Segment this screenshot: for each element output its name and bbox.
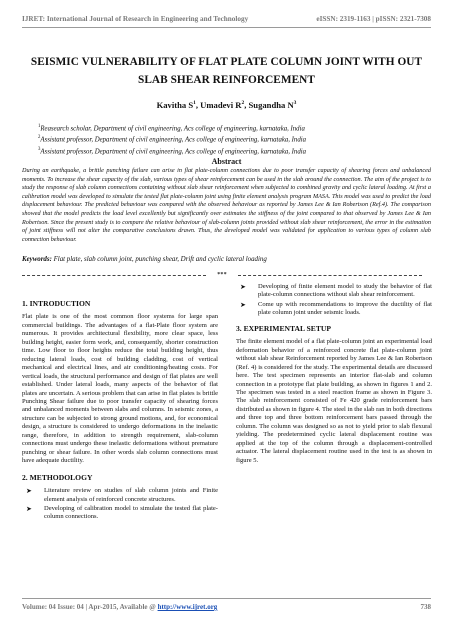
- list-item-text: Literature review on studies of slab column joints and Finite element analysis of reinforced concrete structures.: [44, 487, 218, 503]
- footer-rule: [22, 598, 431, 599]
- journal-link[interactable]: http://www.ijret.org: [157, 603, 218, 611]
- keywords: [22, 256, 431, 263]
- affiliations: [38, 122, 443, 156]
- list-item: [236, 301, 432, 318]
- separator-stars: ***: [217, 272, 227, 278]
- keywords-text: Flat plate, slab column joint, punching shear, Drift and cyclic lateral loading: [53, 256, 267, 263]
- methodology-list: [22, 487, 218, 522]
- author-name: Kavitha S: [156, 100, 194, 110]
- volume-info: [22, 603, 217, 611]
- affiliation-sup: 2: [38, 135, 41, 141]
- author-name: Umadevi R: [200, 100, 242, 110]
- page-number: 738: [420, 603, 431, 611]
- list-item: [22, 505, 218, 522]
- arrow-bullet-icon: ➤: [240, 283, 246, 291]
- section-heading-experimental-setup: 3. EXPERIMENTAL SETUP: [236, 323, 332, 333]
- affiliation-line: [38, 145, 443, 156]
- arrow-bullet-icon: ➤: [26, 487, 32, 496]
- methodology-list-continued: [236, 283, 432, 318]
- list-item-text: Developing of finite element model to study the behavior of flat plate-column connections without slab shear reinforcement.: [258, 283, 432, 299]
- volume-text: Volume: 04 Issue: 04 | Apr-2015, Available @: [22, 603, 156, 611]
- keywords-label: Keywords:: [22, 256, 52, 263]
- affiliation-sup: 1: [38, 124, 41, 129]
- separator-dashes-left: [22, 275, 206, 276]
- journal-name: IJRET: International Journal of Research in Engineering and Technology: [22, 15, 249, 23]
- right-column: [236, 283, 432, 465]
- author-sup: 1: [193, 100, 196, 107]
- author-list: Kavitha $S^1$, Umadevi $R^2$, Sugandha $N^3$: [156, 100, 297, 110]
- affiliation-line: [38, 133, 443, 144]
- experimental-setup-text: The finite element model of a flat plate-column joint an experimental load deformation behavior of a reinforced concrete flat plate-column joint without slab shear Reinforcement reported by James Lee & Ian Robertson (Ref. 4) is considered for the study. The experimental details are discussed here. The test specimen represents an interior flat-slab and column connection in a prototype flat plate building, as shown in figures 1 and 2. The specimen was tested in a steel reaction frame as shown in Figure 3. The slab reinforcement consisted of Fe 420 grade reinforcement bars distributed as shown in figure 4. The steel in the slab ran in both directions and three top and three bottom reinforcement bars passed through the column. The column was designed so as not to yield prior to slab flexural yielding. The predetermined cyclic lateral displacement routine was applied at the top of the column through a displacement-controlled actuator. The lateral displacement routine used in the test is as shown in figure 5.: [236, 338, 432, 464]
- author-sup: 2: [241, 100, 245, 107]
- section-separator: [22, 272, 431, 278]
- left-column: [22, 300, 218, 523]
- affiliation-line: [38, 122, 443, 133]
- paper-title: SEISMIC VULNERABILITY OF FLAT PLATE COLUMN JOINT WITH OUT SLAB SHEAR REINFORCEMENT: [30, 56, 423, 86]
- list-item: [22, 487, 218, 504]
- header-rule: [22, 27, 431, 28]
- section-heading-methodology: 2. METHODOLOGY: [22, 472, 93, 482]
- arrow-bullet-icon: ➤: [240, 300, 246, 309]
- list-item: [236, 283, 432, 300]
- affiliation-text: Assistant professor, Department of civil engineering, Acs college of engineering, karnataka, India: [40, 147, 307, 155]
- abstract-heading: Abstract: [211, 157, 242, 166]
- affiliation-sup: 3: [38, 146, 41, 152]
- author-sup: 3: [293, 100, 297, 107]
- list-item-text: Developing of calibration model to simulate the tested flat plate-column connections.: [44, 504, 218, 521]
- running-footer: [22, 603, 431, 611]
- separator-dashes-right: [238, 275, 422, 276]
- affiliation-text: Reasearch scholar, Department of civil engineering, Acs college of engineering, karnataka, India: [40, 125, 305, 133]
- abstract-text: During an earthquake, a brittle punching failure can arise in flat plate-column connections due to poor transfer capacity of shearing forces and unbalanced moments. To increase the shear capacity of the slab, various types of shear reinforcement can be used in the slab around the connection. The aim of the project is to study the response of slab column connections containing without slab shear reinforcement when subjected to combined gravity and cyclic lateral loading. At first a calibration model was developed to simulate the tested flat plate-column joint using finite element analysis program MASA. This model was used to predict the load displacement behaviour. The predicted behaviour was compared with the observed behaviour as reported by James Lee & Ian Robertson (Ref.4). The comparison showed that the model predicts the load level excellently but significantly over estimates the stiffness of the joint compared to that observed by James Lee & Ian Robertson. Since the present study is to compare the relative behaviour of slab-column joints provided without slab shear reinforcement, the error in the estimation of joint stiffness will not alter the comparative conclusions drawn. Thus, the developed model was validated for application to various types of column slab connection behaviour.: [22, 167, 431, 243]
- section-heading-introduction: 1. INTRODUCTION: [22, 299, 91, 308]
- issn-numbers: eISSN: 2319-1163 | pISSN: 2321-7308: [316, 15, 431, 23]
- affiliation-text: Assistant professor, Department of civil engineering, Acs college of engineering, karnataka, India: [40, 136, 307, 144]
- author-name: Sugandha N: [248, 100, 294, 110]
- running-header: [22, 15, 431, 23]
- arrow-bullet-icon: ➤: [26, 504, 32, 513]
- list-item-text: Come up with recommendations to improve the ductility of flat plate column joint under seismic loads.: [258, 300, 432, 317]
- introduction-text: Flat plate is one of the most common floor systems for large span commercial buildings. The advantages of a flat-Plate floor system are numerous. It provides architectural flexibility, more clear space, less building height, easier form work, and, consequently, shorter construction time. Low floor to floor heights reduce the total building height, thus reducing lateral loads, cost of building cladding, cost of vertical mechanical and electrical lines, and air conditioning/heating costs. For vertical loads, the structural performance and design of flat plates are well established. Under lateral loads, many aspects of the behavior of flat plates are uncertain. A serious problem that can arise in flat plates is brittle Punching Shear failure due to poor transfer capacity of shearing forces and unbalanced moments between slabs and columns. In seismic zones, a structure can be subjected to strong ground motions, and, for economical design, a structure is considered to undergo deformations in the inelastic range, therefore, in addition to strength requirement, slab-column connections must undergo these inelastic deformations without premature punching or shear failure. In other words slab column connections must have adequate ductility.: [22, 313, 218, 465]
